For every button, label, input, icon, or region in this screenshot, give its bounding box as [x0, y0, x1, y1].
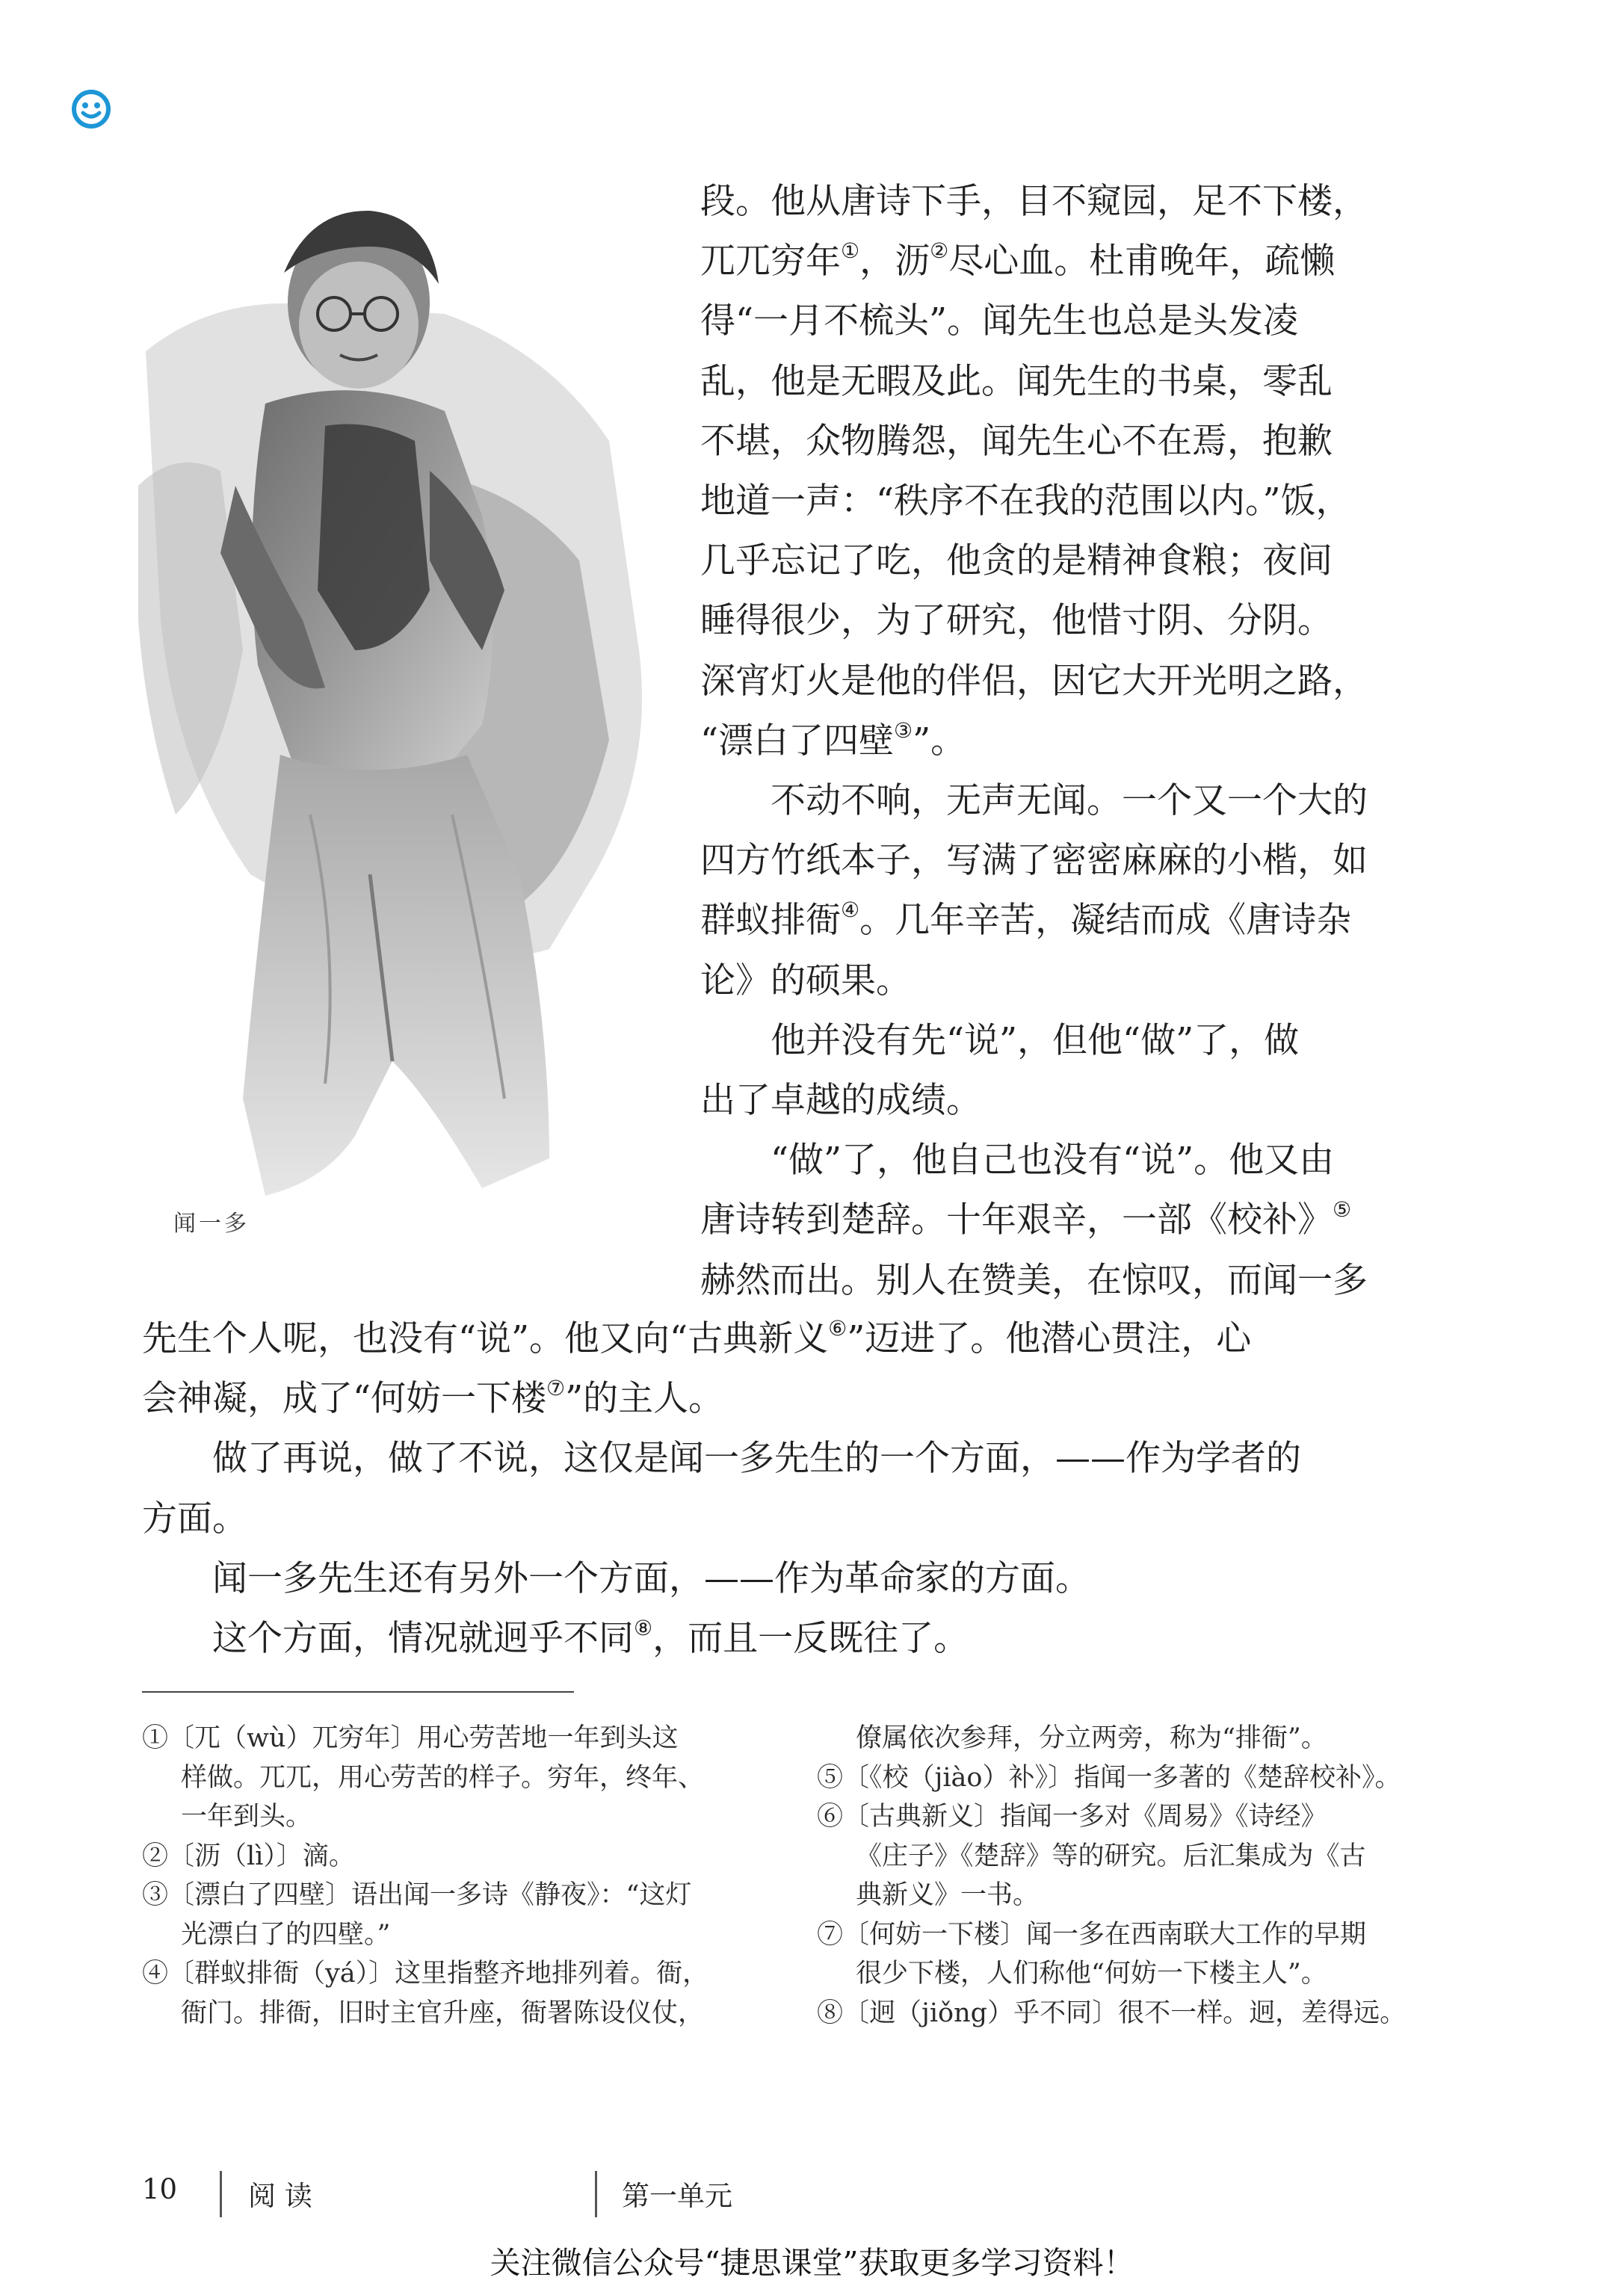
footnote-marker: ⑥: [828, 1316, 847, 1341]
text-line: 这个方面，情况就迥乎不同⑧，而且一反既往了。: [142, 1616, 969, 1659]
footnote-line: 一年到头。: [181, 1802, 312, 1832]
text-line: 会神凝，成了“何妨一下楼⑦”的主人。: [142, 1376, 724, 1420]
text-line: 不堪，众物腾怨，闻先生心不在焉，抱歉: [700, 420, 1333, 462]
footnote-line: 僚属依次参拜，分立两旁，称为“排衙”。: [856, 1723, 1327, 1753]
footnote-marker: ④: [841, 898, 860, 923]
footer-divider: [595, 2171, 597, 2217]
footnote-marker: ⑧: [634, 1616, 653, 1640]
footnote-line: ⑤〔《校（jiào）补》〕指闻一多著的《楚辞校补》。: [817, 1762, 1401, 1793]
text-line: 不动不响，无声无闻。一个又一个大的: [700, 780, 1368, 821]
text-line: 做了再说，做了不说，这仅是闻一多先生的一个方面，——作为学者的: [142, 1438, 1301, 1480]
page-number: 10: [142, 2173, 178, 2205]
footnote-line: 《庄子》《楚辞》等的研究。后汇集成为《古: [856, 1841, 1366, 1871]
text-line: 几乎忘记了吃，他贪的是精神食粮；夜间: [700, 540, 1333, 582]
footnote-rule: [142, 1691, 574, 1693]
footnote-line: ⑧〔迥（jiǒng）乎不同〕很不一样。迥，差得远。: [817, 1998, 1407, 2028]
text-line: 深宵灯火是他的伴侣，因它大开光明之路，: [700, 660, 1368, 702]
footnote-line: ⑥〔古典新义〕指闻一多对《周易》《诗经》: [817, 1802, 1327, 1832]
promo-text: 关注微信公众号“捷思课堂”获取更多学习资料！: [490, 2245, 1134, 2281]
footnote-line: ④〔群蚁排衙（yá）〕这里指整齐地排列着。衙，: [142, 1959, 709, 1989]
text-line: 先生个人呢，也没有“说”。他又向“古典新义⑥”迈进了。他潜心贯注，心: [142, 1316, 1252, 1359]
footnote-line: 衙门。排衙，旧时主官升座，衙署陈设仪仗，: [181, 1998, 705, 2028]
footer-divider: [220, 2171, 222, 2217]
text-line: “做”了，他自己也没有“说”。他又由: [700, 1140, 1335, 1182]
text-line: 闻一多先生还有另外一个方面，——作为革命家的方面。: [142, 1557, 1090, 1599]
text-line: “漂白了四壁③”。: [700, 717, 966, 762]
text-line: 乱，他是无暇及此。闻先生的书桌，零乱: [700, 360, 1333, 402]
footnote-marker: ②: [930, 238, 949, 264]
text-line: 睡得很少，为了研究，他惜寸阴、分阴。: [700, 600, 1333, 642]
text-line: 论》的硕果。: [700, 960, 911, 1001]
unit-label: 第一单元: [622, 2180, 732, 2212]
smiley-face-icon: [70, 88, 112, 130]
text-line: 兀兀穷年①，沥②尽心血。杜甫晚年，疏懒: [700, 238, 1336, 282]
text-line: 唐诗转到楚辞。十年艰辛，一部《校补》⑤: [700, 1197, 1352, 1241]
footnote-line: 很少下楼，人们称他“何妨一下楼主人”。: [856, 1959, 1327, 1989]
text-line: 段。他从唐诗下手，目不窥园，足不下楼，: [700, 181, 1368, 222]
footnote-marker: ③: [894, 717, 913, 743]
text-line: 出了卓越的成绩。: [700, 1080, 981, 1121]
text-line: 他并没有先“说”，但他“做”了，做: [700, 1019, 1300, 1061]
text-line: 得“一月不梳头”。闻先生也总是头发凌: [700, 300, 1299, 342]
footnote-line: 光漂白了的四壁。”: [181, 1919, 391, 1950]
footnote-line: ①〔兀（wù）兀穷年〕用心劳苦地一年到头这: [142, 1723, 679, 1753]
footnote-line: 样做。兀兀，用心劳苦的样子。穷年，终年、: [181, 1762, 705, 1793]
footnote-line: ③〔漂白了四壁〕语出闻一多诗《静夜》：“这灯: [142, 1880, 692, 1910]
text-line: 群蚁排衙④。几年辛苦，凝结而成《唐诗杂: [700, 898, 1352, 942]
footnote-marker: ⑦: [546, 1376, 566, 1401]
text-line: 方面。: [142, 1498, 247, 1539]
text-line: 四方竹纸本子，写满了密密麻麻的小楷，如: [700, 840, 1368, 882]
text-line: 赫然而出。别人在赞美，在惊叹，而闻一多: [700, 1259, 1368, 1301]
photo-caption: 闻一多: [173, 1211, 250, 1237]
footnote-marker: ①: [841, 238, 860, 264]
footnote-line: ②〔沥（lì）〕滴。: [142, 1841, 355, 1871]
section-label: 阅 读: [248, 2180, 312, 2212]
footnote-line: 典新义》一书。: [856, 1880, 1040, 1910]
text-line: 地道一声：“秩序不在我的范围以内。”饭，: [700, 481, 1351, 522]
portrait-photo: [131, 202, 669, 1211]
footnote-line: ⑦〔何妨一下楼〕闻一多在西南联大工作的早期: [817, 1919, 1367, 1950]
footnote-marker: ⑤: [1333, 1197, 1352, 1223]
